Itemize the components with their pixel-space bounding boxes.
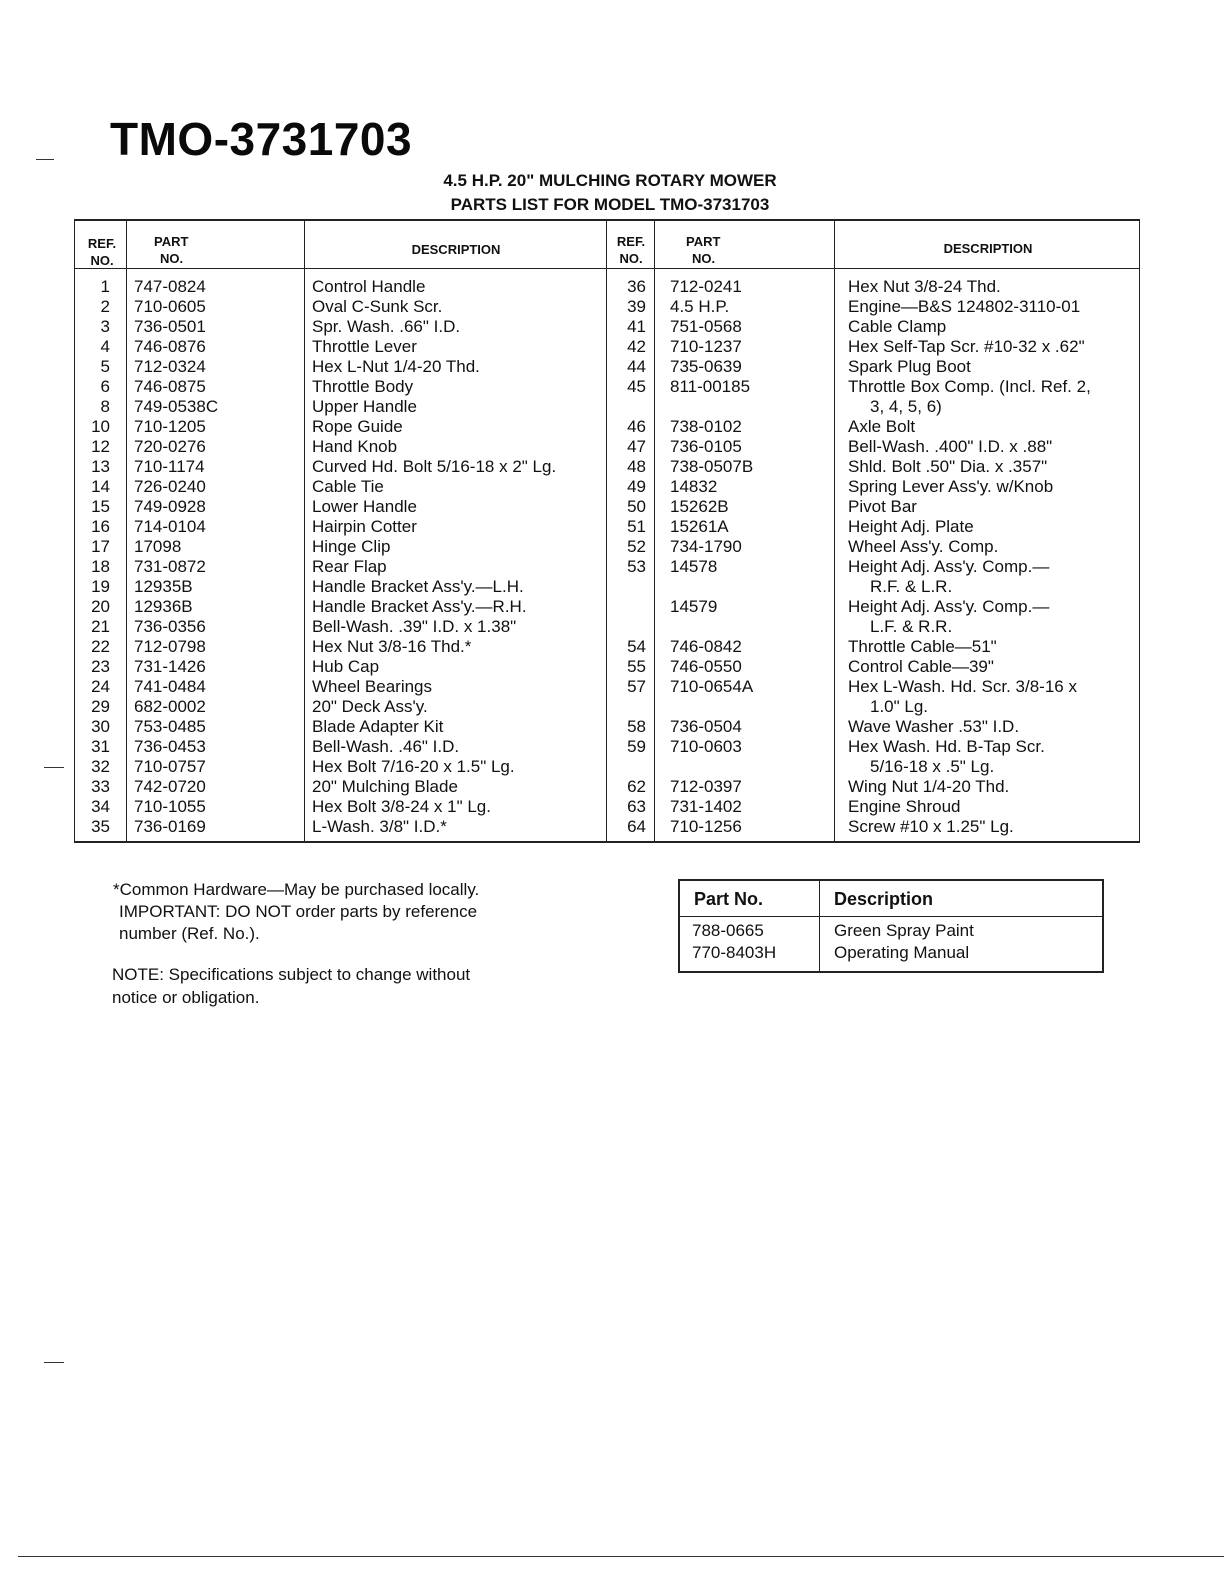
ref-no-cell: 39 xyxy=(627,297,646,316)
description-cell: Hand Knob xyxy=(312,437,398,456)
description-cell: Upper Handle xyxy=(312,397,417,416)
part-no-cell: 712-0324 xyxy=(134,357,206,376)
accessory-parts-table xyxy=(678,879,1104,973)
description-cell: Cable Clamp xyxy=(848,317,947,336)
ref-no-cell: 46 xyxy=(627,417,646,436)
header-ref-no: REF. NO. xyxy=(87,236,117,268)
model-title: TMO-3731703 xyxy=(110,113,413,165)
description-cell: Control Cable—39" xyxy=(848,657,994,676)
part-no-cell: 710-0605 xyxy=(134,297,206,316)
ref-no-cell: 63 xyxy=(627,797,646,816)
description-cell: Hex L-Nut 1/4-20 Thd. xyxy=(312,357,480,376)
table-row xyxy=(74,537,1139,557)
accessory-part-no: 788-0665 xyxy=(692,921,764,940)
description-cell: R.F. & L.R. xyxy=(870,577,953,596)
part-no-cell: 751-0568 xyxy=(670,317,742,336)
part-no-cell: 746-0842 xyxy=(670,637,742,656)
part-no-cell: 726-0240 xyxy=(134,477,206,496)
description-cell: Shld. Bolt .50" Dia. x .357" xyxy=(848,457,1048,476)
part-no-cell: 736-0501 xyxy=(134,317,206,336)
table-row xyxy=(74,297,1139,317)
table-row xyxy=(74,677,1139,697)
part-no-cell: 712-0397 xyxy=(670,777,742,796)
table-row xyxy=(74,417,1139,437)
description-cell: Handle Bracket Ass'y.—R.H. xyxy=(312,597,527,616)
description-cell: Hex Wash. Hd. B-Tap Scr. xyxy=(848,737,1045,756)
description-cell: Curved Hd. Bolt 5/16-18 x 2" Lg. xyxy=(312,457,557,476)
part-no-cell: 14578 xyxy=(670,557,718,576)
table-row xyxy=(74,377,1139,397)
header-divider xyxy=(680,916,1102,917)
part-no-cell: 811-00185 xyxy=(670,377,751,396)
part-no-cell: 742-0720 xyxy=(134,777,206,796)
part-no-cell: 746-0875 xyxy=(134,377,206,396)
ref-no-cell: 5 xyxy=(100,357,110,376)
header-description-right: DESCRIPTION xyxy=(943,241,1033,256)
description-cell: Screw #10 x 1.25" Lg. xyxy=(848,817,1014,836)
part-no-cell: 736-0504 xyxy=(670,717,742,736)
subtitle-line-1: 4.5 H.P. 20" MULCHING ROTARY MOWER xyxy=(443,171,777,190)
ref-no-cell: 29 xyxy=(91,697,110,716)
description-cell: Engine Shroud xyxy=(848,797,961,816)
page-bottom-edge xyxy=(18,1556,1224,1557)
ref-no-cell: 19 xyxy=(91,577,110,596)
part-no-cell: 731-1426 xyxy=(134,657,206,676)
description-cell: Rear Flap xyxy=(312,557,387,576)
ref-no-cell: 35 xyxy=(91,817,110,836)
ref-no-cell: 16 xyxy=(91,517,110,536)
part-no-cell: 710-0603 xyxy=(670,737,742,756)
ref-no-cell: 21 xyxy=(91,617,110,636)
description-cell: Hex L-Wash. Hd. Scr. 3/8-16 x xyxy=(848,677,1077,696)
ref-no-cell: 58 xyxy=(627,717,646,736)
description-cell: Height Adj. Plate xyxy=(848,517,974,536)
part-no-cell: 710-0654A xyxy=(670,677,754,696)
table-row xyxy=(74,697,1139,717)
ref-no-cell: 55 xyxy=(627,657,646,676)
description-cell: Axle Bolt xyxy=(848,417,916,436)
parts-rows xyxy=(74,277,1139,837)
description-cell: Engine—B&S 124802-3110-01 xyxy=(848,297,1081,316)
accessory-description: Operating Manual xyxy=(834,943,970,962)
ref-no-cell: 49 xyxy=(627,477,646,496)
description-cell: Lower Handle xyxy=(312,497,417,516)
table-row xyxy=(74,397,1139,417)
description-cell: Rope Guide xyxy=(312,417,403,436)
table-row xyxy=(74,577,1139,597)
description-cell: Throttle Cable—51" xyxy=(848,637,997,656)
ref-no-cell: 20 xyxy=(91,597,110,616)
ref-no-cell: 30 xyxy=(91,717,110,736)
description-cell: Hex Nut 3/8-24 Thd. xyxy=(848,277,1001,296)
part-no-cell: 749-0538C xyxy=(134,397,219,416)
table-row xyxy=(74,517,1139,537)
ref-no-cell: 15 xyxy=(91,497,110,516)
header-part-no: PART NO. xyxy=(154,234,189,266)
ref-no-cell: 34 xyxy=(91,797,110,816)
description-cell: Throttle Body xyxy=(312,377,414,396)
table-row xyxy=(74,597,1139,617)
part-no-cell: 710-0757 xyxy=(134,757,206,776)
part-no-cell: 15261A xyxy=(670,517,729,536)
ref-no-cell: 2 xyxy=(100,297,110,316)
part-no-cell: 749-0928 xyxy=(134,497,206,516)
part-no-cell: 741-0484 xyxy=(134,677,206,696)
parts-list-table xyxy=(74,219,1140,843)
description-cell: Hex Bolt 7/16-20 x 1.5" Lg. xyxy=(312,757,515,776)
ref-no-cell: 57 xyxy=(627,677,646,696)
description-cell: Wheel Bearings xyxy=(312,677,433,696)
description-cell: Wave Washer .53" I.D. xyxy=(848,717,1020,736)
ref-no-cell: 18 xyxy=(91,557,110,576)
description-cell: Height Adj. Ass'y. Comp.— xyxy=(848,597,1050,616)
part-no-cell: 736-0169 xyxy=(134,817,206,836)
description-cell: Control Handle xyxy=(312,277,426,296)
ref-no-cell: 22 xyxy=(91,637,110,656)
part-no-cell: 753-0485 xyxy=(134,717,206,736)
part-no-cell: 712-0241 xyxy=(670,277,742,296)
ref-no-cell: 53 xyxy=(627,557,646,576)
part-no-cell: 720-0276 xyxy=(134,437,206,456)
description-cell: L.F. & R.R. xyxy=(870,617,953,636)
part-no-cell: 710-1055 xyxy=(134,797,206,816)
part-no-cell: 738-0102 xyxy=(670,417,742,436)
table-row xyxy=(74,637,1139,657)
table-row xyxy=(74,617,1139,637)
part-no-cell: 712-0798 xyxy=(134,637,206,656)
description-cell: Spring Lever Ass'y. w/Knob xyxy=(848,477,1054,496)
ref-no-cell: 13 xyxy=(91,457,110,476)
part-no-cell: 714-0104 xyxy=(134,517,206,536)
part-no-cell: 736-0105 xyxy=(670,437,742,456)
subtitle-line-2: PARTS LIST FOR MODEL TMO-3731703 xyxy=(450,195,770,214)
description-cell: 20" Mulching Blade xyxy=(312,777,458,796)
description-cell: Spr. Wash. .66" I.D. xyxy=(312,317,461,336)
table-row xyxy=(74,797,1139,817)
part-no-cell: 738-0507B xyxy=(670,457,754,476)
part-no-cell: 746-0876 xyxy=(134,337,206,356)
ref-no-cell: 44 xyxy=(627,357,646,376)
ref-no-cell: 3 xyxy=(100,317,110,336)
ref-no-cell: 32 xyxy=(91,757,110,776)
table-row xyxy=(74,437,1139,457)
accessory-description: Green Spray Paint xyxy=(834,921,974,940)
column-divider xyxy=(819,881,820,971)
ref-no-cell: 17 xyxy=(91,537,110,556)
ref-no-cell: 14 xyxy=(91,477,110,496)
part-no-cell: 17098 xyxy=(134,537,182,556)
description-cell: Hairpin Cotter xyxy=(312,517,417,536)
table-row xyxy=(74,277,1139,297)
description-cell: 5/16-18 x .5" Lg. xyxy=(870,757,995,776)
description-cell: Throttle Lever xyxy=(312,337,417,356)
ref-no-cell: 4 xyxy=(100,337,110,356)
description-cell: 3, 4, 5, 6) xyxy=(870,397,942,416)
ref-no-cell: 54 xyxy=(627,637,646,656)
ref-no-cell: 45 xyxy=(627,377,646,396)
ref-no-cell: 62 xyxy=(627,777,646,796)
ref-no-cell: 1 xyxy=(100,277,110,296)
description-cell: Bell-Wash. .400" I.D. x .88" xyxy=(848,437,1053,456)
ref-no-cell: 6 xyxy=(100,377,110,396)
margin-mark xyxy=(36,159,54,160)
part-no-cell: 736-0356 xyxy=(134,617,206,636)
note-line: notice or obligation. xyxy=(112,988,260,1007)
part-no-cell: 710-1174 xyxy=(134,457,205,476)
table-row xyxy=(74,817,1139,837)
table-row xyxy=(74,557,1139,577)
table-row xyxy=(74,457,1139,477)
description-cell: Throttle Box Comp. (Incl. Ref. 2, xyxy=(848,377,1091,396)
description-cell: Blade Adapter Kit xyxy=(312,717,444,736)
header-part-no-right: PART NO. xyxy=(686,234,721,266)
table-row xyxy=(74,717,1139,737)
footnote-line: number (Ref. No.). xyxy=(119,924,260,943)
ref-no-cell: 41 xyxy=(627,317,646,336)
margin-mark xyxy=(44,767,64,768)
part-no-cell: 736-0453 xyxy=(134,737,206,756)
ref-no-cell: 23 xyxy=(91,657,110,676)
table-row xyxy=(74,357,1139,377)
common-hardware-footnote xyxy=(113,879,583,945)
part-no-cell: 15262B xyxy=(670,497,729,516)
part-no-cell: 734-1790 xyxy=(670,537,742,556)
part-no-cell: 746-0550 xyxy=(670,657,742,676)
description-cell: L-Wash. 3/8" I.D.* xyxy=(312,817,447,836)
ref-no-cell: 59 xyxy=(627,737,646,756)
description-cell: Wing Nut 1/4-20 Thd. xyxy=(848,777,1010,796)
description-cell: Wheel Ass'y. Comp. xyxy=(848,537,999,556)
footnote-line: *Common Hardware—May be purchased locally. xyxy=(113,880,480,899)
ref-no-cell: 12 xyxy=(91,437,110,456)
part-no-cell: 747-0824 xyxy=(134,277,206,296)
table-row xyxy=(74,757,1139,777)
part-no-cell: 735-0639 xyxy=(670,357,742,376)
description-cell: Bell-Wash. .39" I.D. x 1.38" xyxy=(312,617,517,636)
description-cell: 20" Deck Ass'y. xyxy=(312,697,428,716)
part-no-cell: 710-1237 xyxy=(670,337,742,356)
table-row xyxy=(74,497,1139,517)
ref-no-cell: 48 xyxy=(627,457,646,476)
accessory-header-part-no: Part No. xyxy=(694,889,764,909)
header-divider xyxy=(74,268,1139,269)
part-no-cell: 12936B xyxy=(134,597,193,616)
ref-no-cell: 47 xyxy=(627,437,646,456)
ref-no-cell: 51 xyxy=(627,517,646,536)
part-no-cell: 710-1205 xyxy=(134,417,206,436)
description-cell: 1.0" Lg. xyxy=(870,697,929,716)
description-cell: Height Adj. Ass'y. Comp.— xyxy=(848,557,1050,576)
description-cell: Pivot Bar xyxy=(848,497,917,516)
header-description: DESCRIPTION xyxy=(411,242,501,257)
part-no-cell: 14579 xyxy=(670,597,718,616)
header-ref-no-right: REF. NO. xyxy=(616,234,646,266)
table-row xyxy=(74,317,1139,337)
specifications-note xyxy=(112,963,602,1009)
ref-no-cell: 8 xyxy=(100,397,110,416)
part-no-cell: 4.5 H.P. xyxy=(670,297,730,316)
part-no-cell: 731-1402 xyxy=(670,797,742,816)
description-cell: Hinge Clip xyxy=(312,537,391,556)
description-cell: Hex Bolt 3/8-24 x 1" Lg. xyxy=(312,797,491,816)
ref-no-cell: 33 xyxy=(91,777,110,796)
margin-mark xyxy=(44,1362,64,1363)
part-no-cell: 682-0002 xyxy=(134,697,206,716)
ref-no-cell: 10 xyxy=(91,417,110,436)
accessory-header-description: Description xyxy=(834,889,934,909)
part-no-cell: 14832 xyxy=(670,477,718,496)
description-cell: Hub Cap xyxy=(312,657,380,676)
ref-no-cell: 52 xyxy=(627,537,646,556)
table-row xyxy=(74,737,1139,757)
description-cell: Handle Bracket Ass'y.—L.H. xyxy=(312,577,524,596)
description-cell: Hex Nut 3/8-16 Thd.* xyxy=(312,637,472,656)
ref-no-cell: 31 xyxy=(91,737,110,756)
note-line: NOTE: Specifications subject to change without xyxy=(112,965,471,984)
table-row xyxy=(74,657,1139,677)
ref-no-cell: 50 xyxy=(627,497,646,516)
table-row xyxy=(74,477,1139,497)
part-no-cell: 12935B xyxy=(134,577,193,596)
footnote-line: IMPORTANT: DO NOT order parts by reference xyxy=(119,902,478,921)
ref-no-cell: 42 xyxy=(627,337,646,356)
table-row xyxy=(74,777,1139,797)
part-no-cell: 710-1256 xyxy=(670,817,742,836)
accessory-part-no: 770-8403H xyxy=(692,943,777,962)
description-cell: Oval C-Sunk Scr. xyxy=(312,297,443,316)
description-cell: Hex Self-Tap Scr. #10-32 x .62" xyxy=(848,337,1085,356)
table-row xyxy=(74,337,1139,357)
ref-no-cell: 64 xyxy=(627,817,646,836)
ref-no-cell: 24 xyxy=(91,677,110,696)
description-cell: Cable Tie xyxy=(312,477,384,496)
description-cell: Bell-Wash. .46" I.D. xyxy=(312,737,460,756)
ref-no-cell: 36 xyxy=(627,277,646,296)
part-no-cell: 731-0872 xyxy=(134,557,206,576)
description-cell: Spark Plug Boot xyxy=(848,357,971,376)
